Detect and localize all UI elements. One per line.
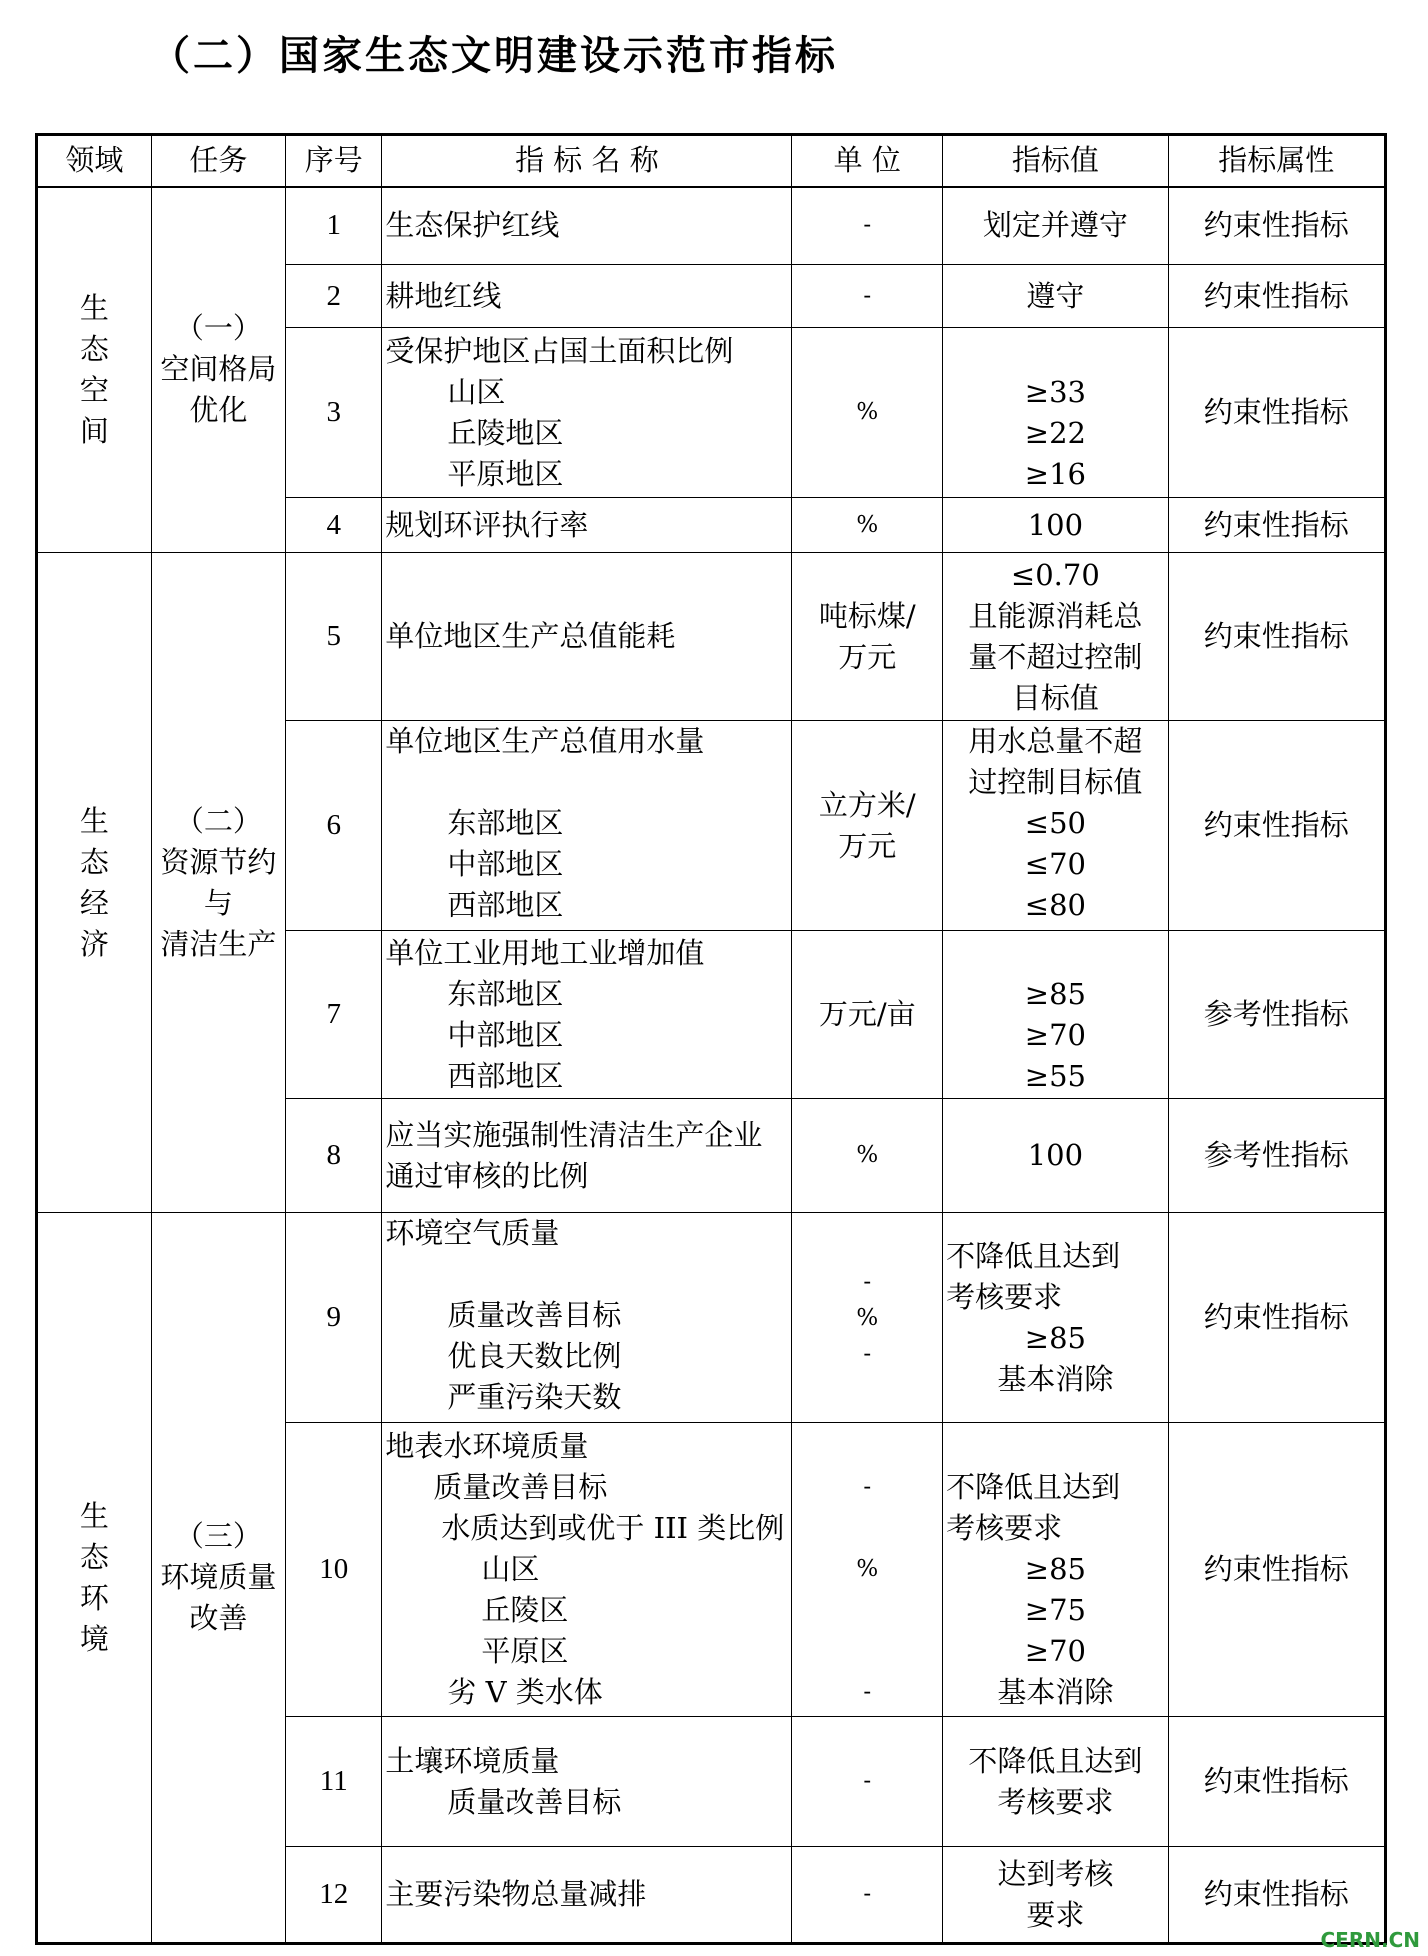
seq-cell: 6 (286, 721, 382, 931)
page-title: （二）国家生态文明建设示范市指标 (150, 33, 838, 79)
header-seq: 序号 (286, 135, 382, 187)
header-value: 指标值 (943, 135, 1169, 187)
attr-cell: 约束性指标 (1168, 1717, 1385, 1847)
value-cell: 100 (943, 498, 1169, 553)
unit-cell: % (792, 1099, 943, 1213)
header-row (37, 135, 1386, 187)
task-cell: （三） 环境质量 改善 (151, 1213, 285, 1944)
header-unit: 单 位 (792, 135, 943, 187)
domain-cell: 生 态 经 济 (37, 553, 152, 1213)
value-cell: 遵守 (943, 265, 1169, 328)
indicator-table (35, 133, 1387, 1945)
name-cell: 土壤环境质量 质量改善目标 (382, 1717, 792, 1847)
table-row (37, 553, 1386, 721)
seq-cell: 7 (286, 931, 382, 1099)
name-cell: 生态保护红线 (382, 187, 792, 265)
header-task: 任务 (151, 135, 285, 187)
seq-cell: 12 (286, 1847, 382, 1944)
seq-cell: 5 (286, 553, 382, 721)
unit-cell: - (792, 187, 943, 265)
name-cell: 地表水环境质量 质量改善目标 水质达到或优于 III 类比例 山区 丘陵区 平原区 劣 V 类水体 (382, 1423, 792, 1717)
seq-cell: 2 (286, 265, 382, 328)
table-row (37, 187, 1386, 265)
attr-cell: 约束性指标 (1168, 1213, 1385, 1423)
seq-cell: 11 (286, 1717, 382, 1847)
seq-cell: 9 (286, 1213, 382, 1423)
seq-cell: 4 (286, 498, 382, 553)
value-cell: 100 (943, 1099, 1169, 1213)
value-cell: 划定并遵守 (943, 187, 1169, 265)
unit-cell: - % - (792, 1213, 943, 1423)
name-cell: 环境空气质量 质量改善目标 优良天数比例 严重污染天数 (382, 1213, 792, 1423)
task-cell: （二） 资源节约与 清洁生产 (151, 553, 285, 1213)
attr-cell: 约束性指标 (1168, 265, 1385, 328)
attr-cell: 约束性指标 (1168, 187, 1385, 265)
name-cell: 主要污染物总量减排 (382, 1847, 792, 1944)
attr-cell: 参考性指标 (1168, 1099, 1385, 1213)
header-attr: 指标属性 (1168, 135, 1385, 187)
unit-cell: % (792, 328, 943, 498)
attr-cell: 约束性指标 (1168, 498, 1385, 553)
unit-cell: - (792, 265, 943, 328)
name-cell: 耕地红线 (382, 265, 792, 328)
attr-cell: 参考性指标 (1168, 931, 1385, 1099)
unit-cell: - (792, 1847, 943, 1944)
seq-cell: 10 (286, 1423, 382, 1717)
name-cell: 单位地区生产总值能耗 (382, 553, 792, 721)
table-row (37, 1213, 1386, 1423)
header-name: 指 标 名 称 (382, 135, 792, 187)
unit-cell: 万元/亩 (792, 931, 943, 1099)
value-cell: 不降低且达到 考核要求 ≥85 基本消除 (943, 1213, 1169, 1423)
unit-cell: 立方米/ 万元 (792, 721, 943, 931)
value-cell: ≤0.70 且能源消耗总 量不超过控制 目标值 (943, 553, 1169, 721)
name-cell: 规划环评执行率 (382, 498, 792, 553)
value-cell: 达到考核 要求 (943, 1847, 1169, 1944)
unit-cell: - % - (792, 1423, 943, 1717)
seq-cell: 8 (286, 1099, 382, 1213)
attr-cell: 约束性指标 (1168, 721, 1385, 931)
unit-cell: 吨标煤/ 万元 (792, 553, 943, 721)
value-cell: 用水总量不超 过控制目标值 ≤50 ≤70 ≤80 (943, 721, 1169, 931)
name-cell: 单位工业用地工业增加值 东部地区 中部地区 西部地区 (382, 931, 792, 1099)
name-cell: 受保护地区占国土面积比例 山区 丘陵地区 平原地区 (382, 328, 792, 498)
name-cell: 应当实施强制性清洁生产企业 通过审核的比例 (382, 1099, 792, 1213)
seq-cell: 3 (286, 328, 382, 498)
domain-cell: 生 态 空 间 (37, 187, 152, 553)
name-cell: 单位地区生产总值用水量 东部地区 中部地区 西部地区 (382, 721, 792, 931)
attr-cell: 约束性指标 (1168, 1847, 1385, 1944)
attr-cell: 约束性指标 (1168, 553, 1385, 721)
value-cell: 不降低且达到 考核要求 (943, 1717, 1169, 1847)
attr-cell: 约束性指标 (1168, 1423, 1385, 1717)
value-cell: ≥85 ≥70 ≥55 (943, 931, 1169, 1099)
task-cell: （一） 空间格局 优化 (151, 187, 285, 553)
unit-cell: - (792, 1717, 943, 1847)
value-cell: 不降低且达到 考核要求 ≥85 ≥75 ≥70 基本消除 (943, 1423, 1169, 1717)
watermark-logo: CERN.CN (1320, 1928, 1420, 1952)
value-cell: ≥33 ≥22 ≥16 (943, 328, 1169, 498)
header-domain: 领域 (37, 135, 152, 187)
attr-cell: 约束性指标 (1168, 328, 1385, 498)
unit-cell: % (792, 498, 943, 553)
seq-cell: 1 (286, 187, 382, 265)
domain-cell: 生 态 环 境 (37, 1213, 152, 1944)
